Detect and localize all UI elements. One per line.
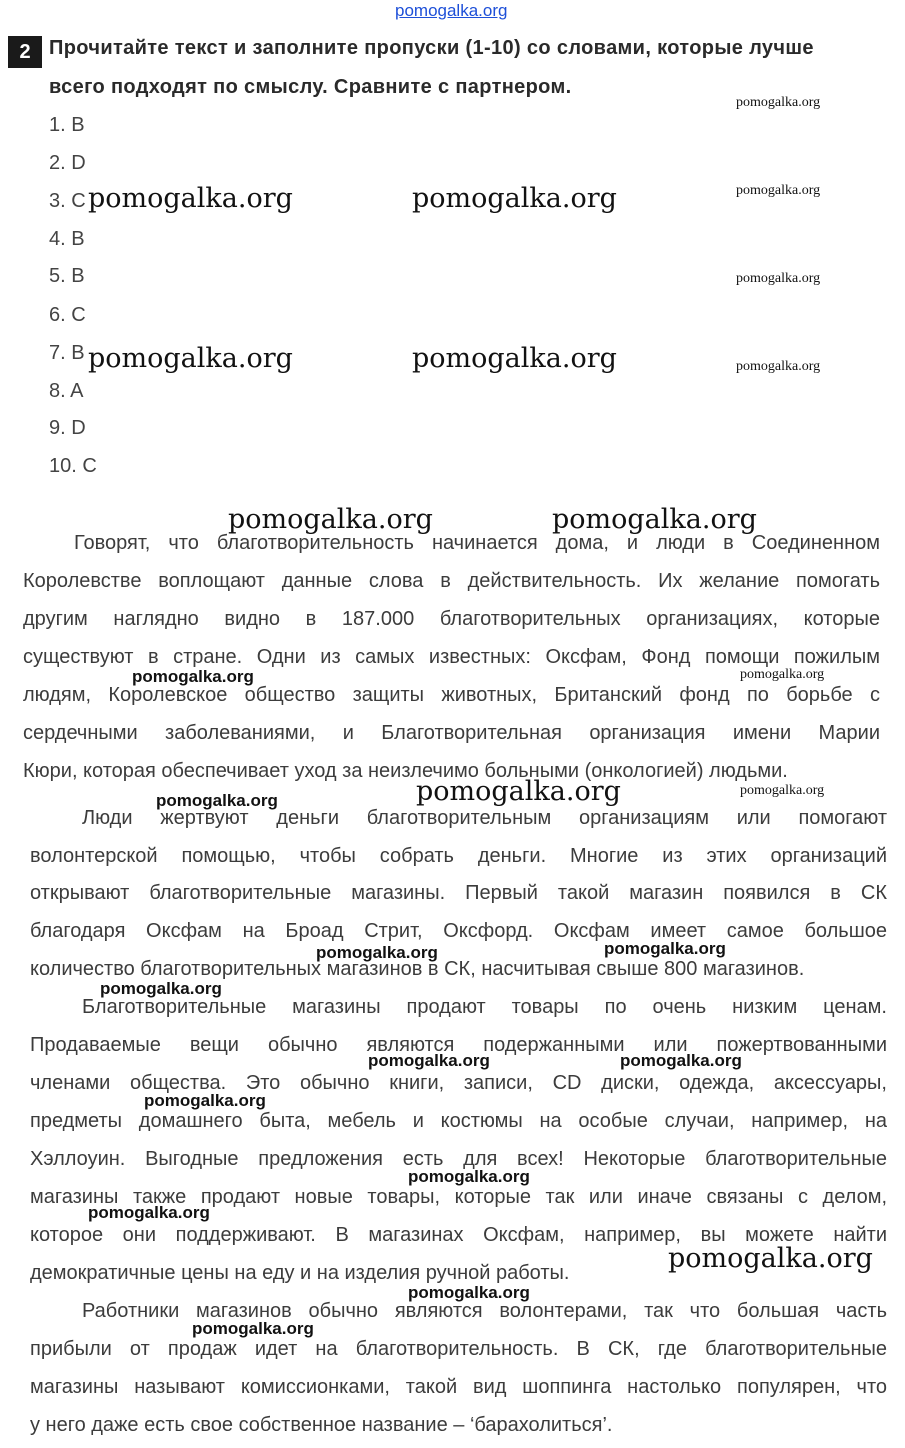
- watermark: pomogalka.org: [736, 359, 821, 374]
- watermark: pomogalka.org: [316, 943, 438, 962]
- answer-item: 7. B: [49, 342, 85, 364]
- paragraph-line: Хэллоуин. Выгодные предложения есть для всех! Некоторые благотворительные: [30, 1148, 887, 1170]
- paragraph-line: существуют в стране. Одни из самых известных: Оксфам, Фонд помощи пожилым: [23, 646, 880, 668]
- paragraph-line: магазины называют комиссионками, такой вид шоппинга настолько популярен, что: [30, 1376, 887, 1398]
- watermark: pomogalka.org: [88, 183, 293, 214]
- answer-item: 4. B: [49, 228, 85, 250]
- watermark: pomogalka.org: [368, 1051, 490, 1070]
- paragraph-line: волонтерской помощью, чтобы собрать деньги. Многие из этих организаций: [30, 845, 887, 867]
- paragraph-line: Говорят, что благотворительность начинается дома, и люди в Соединенном: [74, 532, 880, 554]
- watermark: pomogalka.org: [740, 783, 825, 798]
- answer-item: 1. B: [49, 114, 85, 136]
- watermark: pomogalka.org: [132, 667, 254, 686]
- watermark: pomogalka.org: [416, 776, 621, 807]
- paragraph-line: демократичные цены на еду и на изделия ручной работы.: [30, 1262, 570, 1284]
- answer-item: 8. A: [49, 380, 84, 402]
- watermark: pomogalka.org: [668, 1243, 873, 1274]
- paragraph-line: другим наглядно видно в 187.000 благотворительных организациях, которые: [23, 608, 880, 630]
- paragraph-line: магазины также продают новые товары, которые так или иначе связаны с делом,: [30, 1186, 887, 1208]
- watermark: pomogalka.org: [100, 979, 222, 998]
- paragraph-line: членами общества. Это обычно книги, записи, CD диски, одежда, аксессуары,: [30, 1072, 887, 1094]
- paragraph-line: предметы домашнего быта, мебель и костюмы на особые случаи, например, на: [30, 1110, 887, 1132]
- watermark: pomogalka.org: [736, 183, 821, 198]
- watermark-link[interactable]: pomogalka.org: [395, 1, 508, 20]
- watermark: pomogalka.org: [408, 1167, 530, 1186]
- watermark: pomogalka.org: [88, 343, 293, 374]
- task-instruction-line-2: всего подходят по смыслу. Сравните с партнером.: [49, 76, 572, 98]
- watermark: pomogalka.org: [192, 1319, 314, 1338]
- paragraph-line: которое они поддерживают. В магазинах Оксфам, например, вы можете найти: [30, 1224, 887, 1246]
- watermark: pomogalka.org: [736, 271, 821, 286]
- task-number-badge: 2: [8, 36, 42, 68]
- paragraph-line: Кюри, которая обеспечивает уход за неизлечимо больными (онкологией) людьми.: [23, 760, 788, 782]
- answer-item: 5. B: [49, 265, 85, 287]
- task-instruction-line-1: Прочитайте текст и заполните пропуски (1-10) со словами, которые лучше: [49, 37, 814, 59]
- watermark: pomogalka.org: [88, 1203, 210, 1222]
- paragraph-line: количество благотворительных магазинов в СК, насчитывая свыше 800 магазинов.: [30, 958, 805, 980]
- watermark: pomogalka.org: [228, 504, 433, 535]
- watermark: pomogalka.org: [604, 939, 726, 958]
- answer-item: 3. C: [49, 190, 86, 212]
- paragraph-line: Продаваемые вещи обычно являются подержанными или пожертвованными: [30, 1034, 887, 1056]
- paragraph-line: Благотворительные магазины продают товары по очень низким ценам.: [82, 996, 887, 1018]
- watermark: pomogalka.org: [552, 504, 757, 535]
- paragraph-line: людям, Королевское общество защиты животных, Британский фонд по борьбе с: [23, 684, 880, 706]
- paragraph-line: благодаря Оксфам на Броад Стрит, Оксфорд. Оксфам имеет самое большое: [30, 920, 887, 942]
- paragraph-line: Королевстве воплощают данные слова в действительность. Их желание помогать: [23, 570, 880, 592]
- watermark: pomogalka.org: [740, 667, 825, 682]
- answer-item: 10. C: [49, 455, 97, 477]
- watermark: pomogalka.org: [412, 343, 617, 374]
- paragraph-line: Люди жертвуют деньги благотворительным организациям или помогают: [82, 807, 887, 829]
- paragraph-line: открывают благотворительные магазины. Первый такой магазин появился в СК: [30, 882, 887, 904]
- paragraph-line: Работники магазинов обычно являются волонтерами, так что большая часть: [82, 1300, 887, 1322]
- answer-item: 2. D: [49, 152, 86, 174]
- watermark: pomogalka.org: [620, 1051, 742, 1070]
- watermark: pomogalka.org: [412, 183, 617, 214]
- watermark: pomogalka.org: [156, 791, 278, 810]
- answer-item: 9. D: [49, 417, 86, 439]
- paragraph-line: сердечными заболеваниями, и Благотворительная организация имени Марии: [23, 722, 880, 744]
- watermark: pomogalka.org: [144, 1091, 266, 1110]
- watermark: pomogalka.org: [736, 95, 821, 110]
- watermark: pomogalka.org: [408, 1283, 530, 1302]
- answer-item: 6. C: [49, 304, 86, 326]
- paragraph-line: у него даже есть свое собственное название – ‘барахолиться’.: [30, 1414, 613, 1436]
- paragraph-line: прибыли от продаж идет на благотворительность. В СК, где благотворительные: [30, 1338, 887, 1360]
